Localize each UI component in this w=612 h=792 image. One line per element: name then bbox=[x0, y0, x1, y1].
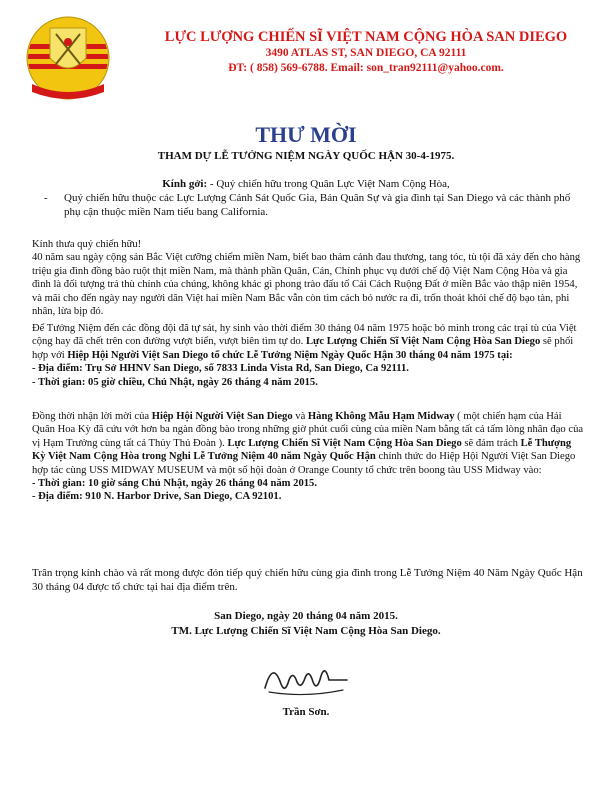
paragraph-3-time bbox=[32, 477, 584, 490]
paragraph-3-text-a: Đồng thời nhận lời mời của bbox=[32, 411, 152, 422]
paragraph-4-text: Trân trọng kính chào và rất mong được đón tiếp quý chiến hữu cùng gia đình trong Lễ Tưởng Niệm 40 Năm Ngày Quốc Hận 30 tháng 04 được tổ chức tại hai địa điểm trên. bbox=[32, 567, 583, 593]
place-label: - Địa điểm: bbox=[32, 363, 83, 375]
place-label: - Địa điểm: bbox=[32, 491, 83, 503]
paragraph-3-ceremony: Lễ Thượng Kỳ Việt Nam Cộng Hòa trong Nghi Lễ Tưởng Niệm 40 năm Ngày Quốc Hận bbox=[32, 437, 572, 463]
paragraph-2-place bbox=[32, 362, 584, 375]
organization-address: 3490 ATLAS ST, SAN DIEGO, CA 92111 bbox=[265, 47, 467, 59]
organization-block bbox=[126, 28, 606, 76]
letter-title: THƯ MỜI bbox=[255, 122, 357, 147]
closing-organization: TM. Lực Lượng Chiến Sĩ Việt Nam Cộng Hòa San Diego. bbox=[171, 625, 441, 637]
paragraph-3 bbox=[32, 410, 584, 504]
paragraph-3-text-e: ( một chiến hạm của Hải Quân Hoa Kỳ đã cứu vớt hơn ba ngàn đồng bào trong những giờ phút cuối cùng của miền Nam bằng tất cả tấm lòng nhân đạo của vị Hạm Trưởng cùng tất cả Thủy Thủ Đoàn ). bbox=[32, 411, 584, 449]
paragraph-4 bbox=[32, 566, 584, 594]
letter-subtitle: THAM DỰ LỄ TƯỞNG NIỆM NGÀY QUỐC HẬN 30-4-1975. bbox=[157, 150, 455, 162]
organization-contact: ĐT: ( 858) 569-6788. Email: son_tran92111@yahoo.com. bbox=[228, 62, 504, 74]
greeting: Kính thưa quý chiến hữu! bbox=[32, 239, 142, 250]
recipient-line-2 bbox=[44, 192, 584, 219]
paragraph-3-place bbox=[32, 490, 584, 503]
closing-date: San Diego, ngày 20 tháng 04 năm 2015. bbox=[214, 610, 398, 622]
signature-icon bbox=[255, 650, 355, 700]
paragraph-3-org: Lực Lượng Chiến Sĩ Việt Nam Cộng Hòa San Diego bbox=[227, 437, 462, 449]
paragraph-2-text-e: tổ chức Lễ Tưởng Niệm Ngày Quốc Hận 30 tháng 04 năm 1975 tại: bbox=[208, 349, 513, 361]
recipient-label: Kính gởi: bbox=[162, 178, 208, 190]
recipient-item-1: Quý chiến hữu trong Quân Lực Việt Nam Cộng Hòa, bbox=[216, 178, 450, 190]
paragraph-2-time bbox=[32, 376, 584, 389]
paragraph-2-partner: Hiệp Hội Người Việt San Diego bbox=[67, 349, 209, 361]
place-value: Trụ Sở HHNV San Diego, số 7833 Linda Vista Rd, San Diego, Ca 92111. bbox=[85, 363, 409, 375]
paragraph-1-text: 40 năm sau ngày cộng sản Bắc Việt cưỡng chiếm miền Nam, biết bao thảm cảnh đau thương, tang tóc, tù tội đã xảy đến cho hàng triệu gia đình đồng bào ruột thịt miền Nam, mà thành phần Quân, Cán, Chính phục vụ dưới chế độ Việt Nam Cộng Hòa và gia đình là đối tượng trả thù chính của chúng, không khác gì phong trào đấu tố Cải Cách Ruộng Đất ở miền Bắc vào thập niên 1954, và mãi cho đến ngày nay người dân Việt hai miền Nam Bắc vẫn còn tìm cách bỏ nước ra đi, trốn thoát khỏi chế độ bạo tàn, phi nhân, lừa bịp đó. bbox=[32, 252, 581, 318]
paragraph-3-text-g: sẽ đảm trách bbox=[461, 437, 521, 449]
paragraph-2-org: Lực Lượng Chiến Sĩ Việt Nam Cộng Hòa San Diego bbox=[305, 336, 541, 348]
place-value: 910 N. Harbor Drive, San Diego, CA 92101. bbox=[85, 491, 282, 503]
recipient-separator: - bbox=[207, 178, 217, 190]
paragraph-2-text-c: sẽ phối hợp với bbox=[32, 336, 574, 361]
time-value: 05 giờ chiều, Chủ Nhật, ngày 26 tháng 4 năm 2015. bbox=[88, 376, 318, 388]
time-value: 10 giờ sáng Chủ Nhật, ngày 26 tháng 04 năm 2015. bbox=[88, 478, 317, 490]
paragraph-1 bbox=[32, 238, 584, 318]
paragraph-3-text-i: chính thức do Hiệp Hội Người Việt San Diego hợp tác cùng USS MIDWAY MUSEUM và một số hội đoàn ở Orange County tổ chức trên boong tàu USS Midway vào: bbox=[32, 451, 576, 476]
paragraph-2-text-a: Để Tưởng Niệm đến các đồng đội đã tự sát, hy sinh vào thời điểm 30 tháng 04 năm 1975 hoặc bỏ mình trong các trại tù của Việt cộng hay đã chết trên con đường vượt biển, vượt biên tìm tự do. bbox=[32, 323, 577, 348]
paragraph-3-midway: Hàng Không Mẫu Hạm Midway bbox=[307, 411, 455, 422]
emblem-logo-icon bbox=[20, 14, 120, 102]
time-label: - Thời gian: bbox=[32, 478, 86, 490]
time-label: - Thời gian: bbox=[32, 376, 86, 388]
paragraph-2 bbox=[32, 322, 584, 389]
signer-name: Trần Sơn. bbox=[282, 706, 330, 718]
recipient-line-1 bbox=[0, 178, 612, 190]
organization-name: LỰC LƯỢNG CHIẾN SĨ VIỆT NAM CỘNG HÒA SAN DIEGO bbox=[164, 29, 568, 45]
paragraph-3-partner: Hiệp Hội Người Việt San Diego bbox=[151, 411, 293, 422]
paragraph-3-text-c: và bbox=[292, 411, 308, 422]
letterhead bbox=[0, 0, 612, 100]
recipient-item-2: Quý chiến hữu thuộc các Lực Lượng Cảnh Sát Quốc Gia, Bán Quân Sự và gia đình tại San Diego và các thành phố phụ cận thuộc miền Nam tiểu bang California. bbox=[64, 192, 571, 218]
recipient-dash: - bbox=[44, 192, 48, 204]
